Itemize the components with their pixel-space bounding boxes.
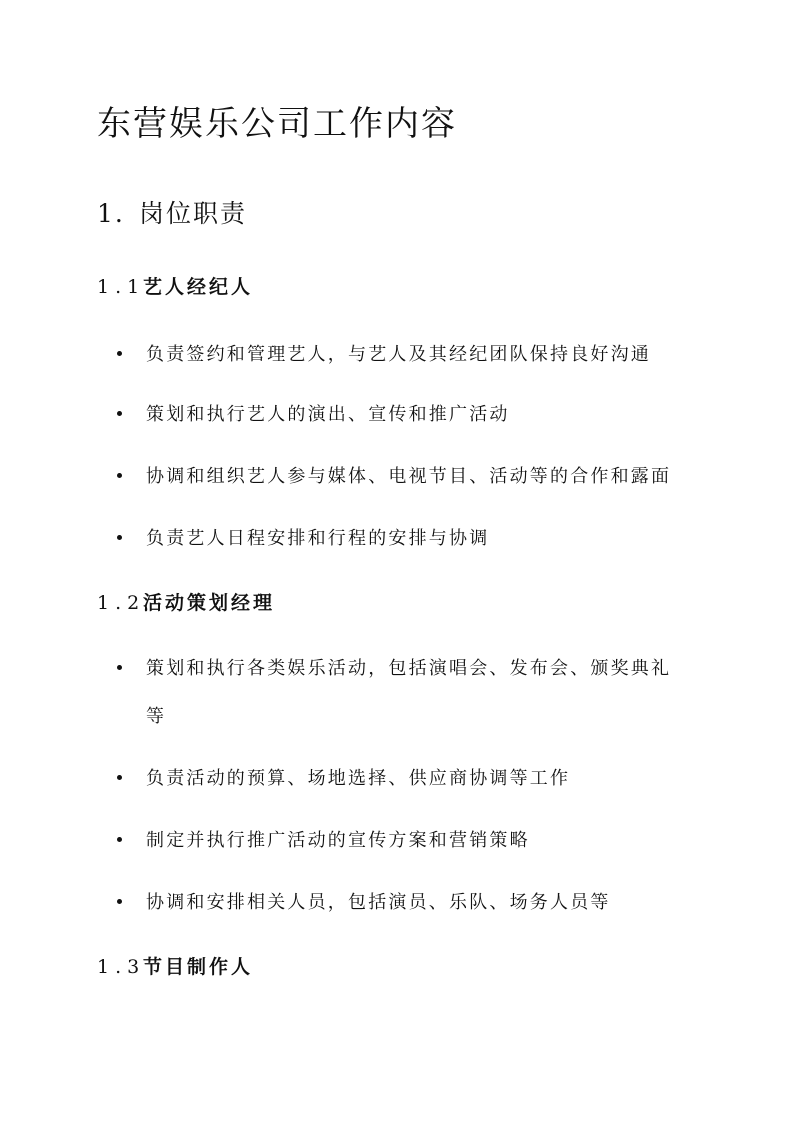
document-title: 东营娱乐公司工作内容 — [97, 104, 457, 144]
list-item-text: 协调和组织艺人参与媒体、电视节目、活动等的合作和露面 — [146, 466, 672, 487]
section-title: 岗位职责 — [139, 199, 248, 228]
list-item-text — [146, 654, 671, 728]
subsection-number: 1.1 — [97, 276, 146, 298]
subsection-heading-1-1 — [97, 272, 253, 299]
bullet-icon — [117, 351, 122, 356]
bullet-icon — [117, 665, 122, 670]
list-item-text: 制定并执行推广活动的宣传方案和营销策略 — [146, 830, 530, 851]
list-item-text: 负责签约和管理艺人，与艺人及其经纪团队保持良好沟通 — [146, 344, 651, 365]
bullet-icon — [117, 837, 122, 842]
bullet-icon — [117, 411, 122, 416]
list-item-line: 策划和执行各类娱乐活动，包括演唱会、发布会、颁奖典礼 — [146, 658, 672, 679]
bullet-icon — [117, 899, 122, 904]
section-heading-1 — [97, 194, 247, 230]
subsection-heading-1-3 — [97, 952, 253, 979]
subsection-number: 1.3 — [97, 956, 146, 978]
subsection-title: 艺人经纪人 — [143, 276, 254, 298]
bullet-icon — [117, 535, 122, 540]
subsection-heading-1-2 — [97, 588, 275, 615]
list-item-text: 协调和安排相关人员，包括演员、乐队、场务人员等 — [146, 892, 611, 913]
subsection-title: 活动策划经理 — [143, 592, 276, 614]
list-item-text: 负责艺人日程安排和行程的安排与协调 — [146, 528, 490, 549]
subsection-number: 1.2 — [97, 592, 146, 614]
section-number: 1. — [97, 199, 125, 228]
list-item-line: 等 — [146, 706, 167, 727]
list-item-text: 负责活动的预算、场地选择、供应商协调等工作 — [146, 768, 571, 789]
bullet-icon — [117, 473, 122, 478]
list-item-text: 策划和执行艺人的演出、宣传和推广活动 — [146, 404, 510, 425]
subsection-title: 节目制作人 — [143, 956, 254, 978]
bullet-icon — [117, 775, 122, 780]
